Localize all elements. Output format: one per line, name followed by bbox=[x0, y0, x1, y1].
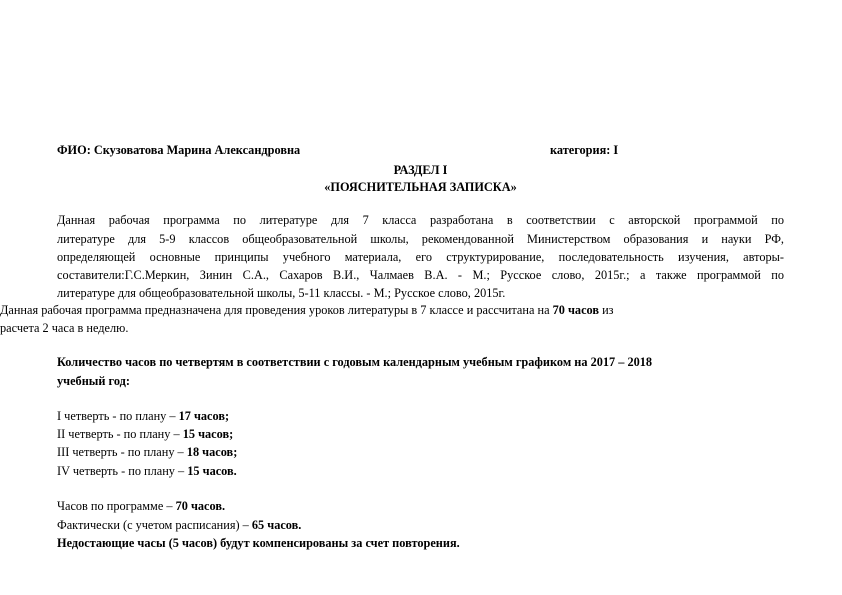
quarter-label: IV четверть - по плану – bbox=[57, 464, 188, 478]
purpose-hours: 70 часов bbox=[552, 303, 600, 317]
quarter-hours: 18 часов; bbox=[186, 445, 238, 459]
purpose-line-2: расчета 2 часа в неделю. bbox=[0, 321, 129, 335]
quarter-hours: 15 часов; bbox=[182, 427, 234, 441]
missing-hours-note: Недостающие часы (5 часов) будут компенсированы за счет повторения. bbox=[57, 536, 460, 550]
quarters-heading-line-2: учебный год: bbox=[57, 374, 130, 388]
purpose-line bbox=[0, 302, 614, 320]
quarter-hours: 17 часов; bbox=[178, 409, 230, 423]
intro-line-1: Данная рабочая программа по литературе для 7 класса разработана в соответствии с авторской программой по bbox=[57, 213, 784, 227]
quarter-label: I четверть - по плану – bbox=[57, 409, 179, 423]
quarter-item bbox=[57, 408, 229, 426]
intro-line-5: литературе для общеобразовательной школы, 5-11 классы. - М.; Русское слово, 2015г. bbox=[57, 286, 506, 300]
quarters-heading-line-1: Количество часов по четвертям в соответствии с годовым календарным учебным графиком на 2017 – 2018 bbox=[57, 355, 653, 369]
quarter-item bbox=[57, 463, 237, 481]
program-hours-value: 70 часов. bbox=[175, 499, 226, 513]
intro-line-2: литературе для 5-9 классов общеобразовательной школы, рекомендованной Министерством образования и науки РФ, bbox=[57, 232, 784, 246]
purpose-prefix: Данная рабочая программа предназначена для проведения уроков литературы в 7 классе и рассчитана на bbox=[0, 303, 553, 317]
quarter-label: II четверть - по плану – bbox=[57, 427, 183, 441]
program-hours-line bbox=[57, 498, 225, 516]
quarter-label: III четверть - по плану – bbox=[57, 445, 187, 459]
quarter-item bbox=[57, 444, 237, 462]
program-hours-label: Часов по программе – bbox=[57, 499, 176, 513]
teacher-category: категория: I bbox=[550, 143, 619, 157]
section-title: РАЗДЕЛ I bbox=[393, 163, 448, 177]
intro-line-3: определяющей основные принципы учебного материала, его структурирование, последовательность изучения, авторы- bbox=[57, 250, 784, 264]
actual-hours-line bbox=[57, 517, 301, 535]
actual-hours-label: Фактически (с учетом расписания) – bbox=[57, 518, 252, 532]
quarter-hours: 15 часов. bbox=[187, 464, 237, 478]
actual-hours-value: 65 часов. bbox=[251, 518, 302, 532]
purpose-suffix: из bbox=[599, 303, 614, 317]
teacher-name: ФИО: Скузоватова Марина Александровна bbox=[57, 143, 301, 157]
section-subtitle: «ПОЯСНИТЕЛЬНАЯ ЗАПИСКА» bbox=[324, 180, 517, 194]
quarter-item bbox=[57, 426, 233, 444]
intro-line-4: составители:Г.С.Меркин, Зинин С.А., Сахаров В.И., Чалмаев В.А. - М.; Русское слово, 2015г.; а также программой по bbox=[57, 268, 784, 282]
